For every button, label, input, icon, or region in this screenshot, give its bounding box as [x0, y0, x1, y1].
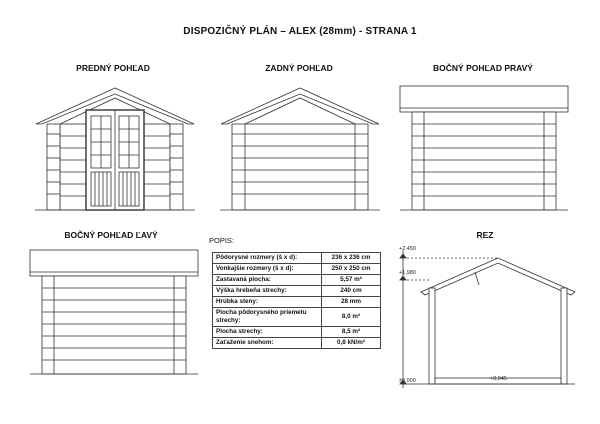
front-view-label: PREDNÝ POHĽAD — [76, 63, 150, 73]
left-side-view-drawing — [28, 244, 203, 379]
elevation-eave: +1,980 — [399, 270, 416, 276]
table-row: Hrúbka steny: 28 mm — [213, 297, 381, 308]
section-view-label: REZ — [476, 230, 494, 240]
specs-table — [212, 252, 381, 349]
back-view-label: ZADNÝ POHĽAD — [265, 63, 333, 73]
table-row: Zaťaženie snehom: 0,8 kN/m² — [213, 338, 381, 349]
table-row: Vonkajšie rozmery (š x d): 250 x 250 cm — [213, 264, 381, 275]
table-row: Plocha strechy: 8,5 m² — [213, 327, 381, 338]
front-view-drawing — [30, 80, 200, 215]
page-title: DISPOZIČNÝ PLÁN – ALEX (28mm) - STRANA 1 — [183, 26, 417, 37]
section-view-drawing — [395, 240, 580, 390]
elevation-floor: +0,045 — [490, 376, 507, 382]
elevation-top: +2,450 — [399, 246, 416, 252]
popis-label: POPIS: — [209, 236, 235, 245]
table-row: Plocha pôdorysného priemetu strechy: 8,0 m² — [213, 308, 381, 327]
right-side-view-drawing — [398, 80, 573, 215]
back-view-drawing — [215, 80, 385, 215]
right-view-label: BOČNÝ POHĽAD PRAVÝ — [433, 63, 533, 73]
left-view-label: BOČNÝ POHĽAD ĽAVÝ — [64, 230, 158, 240]
table-row: Výška hrebeňa strechy: 240 cm — [213, 286, 381, 297]
table-row: Zastavaná plocha: 5,57 m² — [213, 275, 381, 286]
table-row: Pôdorysné rozmery (š x d): 236 x 236 cm — [213, 253, 381, 264]
elevation-base: ±0,000 — [399, 378, 416, 384]
